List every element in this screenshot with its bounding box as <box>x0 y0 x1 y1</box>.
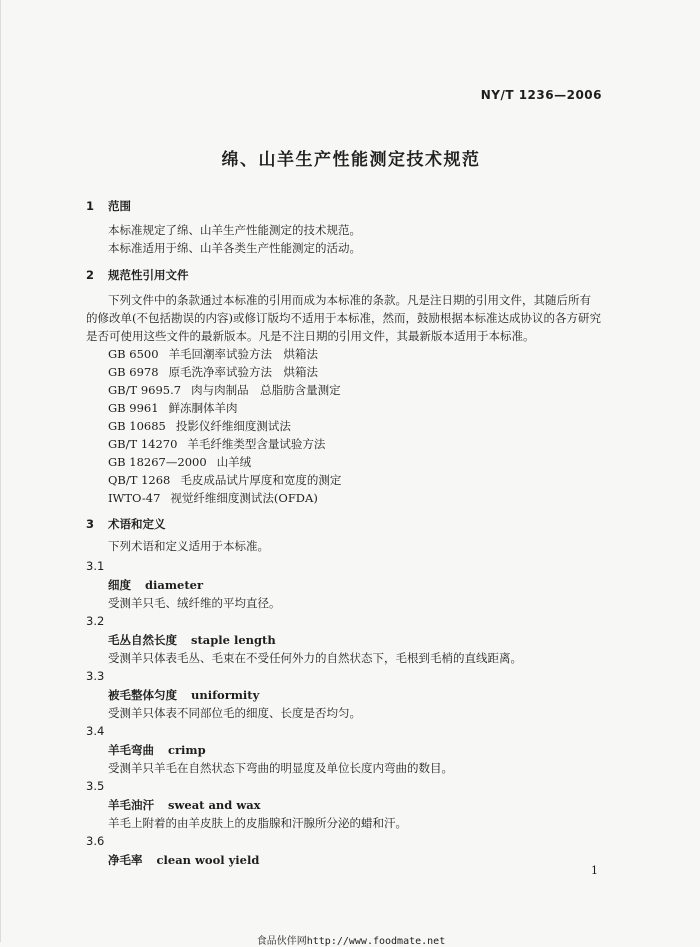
paragraph-line: 下列文件中的条款通过本标准的引用而成为本标准的条款。凡是注日期的引用文件，其随后所有 <box>108 293 591 307</box>
term-number: 3.3 <box>86 669 105 683</box>
reference-item: GB/T 9695.7 肉与肉制品 总脂肪含量测定 <box>108 383 341 397</box>
term-number: 3.6 <box>86 834 105 848</box>
term-heading: 被毛整体匀度 uniformity <box>108 688 260 702</box>
term-heading: 羊毛油汗 sweat and wax <box>108 798 261 812</box>
document-title: 绵、山羊生产性能测定技术规范 <box>221 150 481 170</box>
footer-watermark <box>1 932 700 947</box>
term-heading: 净毛率 clean wool yield <box>108 853 260 867</box>
term-heading: 毛丛自然长度 staple length <box>108 633 276 647</box>
paragraph-line: 的修改单(不包括勘误的内容)或修订版均不适用于本标准，然而，鼓励根据本标准达成协议的各方研究 <box>86 311 601 325</box>
paragraph: 本标准适用于绵、山羊各类生产性能测定的活动。 <box>108 241 361 255</box>
term-definition: 受测羊只体表不同部位毛的细度、长度是否均匀。 <box>108 706 361 720</box>
paragraph: 下列术语和定义适用于本标准。 <box>108 539 269 553</box>
reference-item: GB 6978 原毛洗净率试验方法 烘箱法 <box>108 365 319 379</box>
term-number: 3.1 <box>86 559 105 573</box>
term-definition: 受测羊只体表毛丛、毛束在不受任何外力的自然状态下，毛根到毛梢的直线距离。 <box>108 651 522 665</box>
term-number: 3.4 <box>86 724 105 738</box>
footer-url[interactable]: http://www.foodmate.net <box>306 936 446 947</box>
section-2-heading: 2 规范性引用文件 <box>86 268 189 282</box>
paragraph-line: 是否可使用这些文件的最新版本。凡是不注日期的引用文件，其最新版本适用于本标准。 <box>86 329 535 343</box>
reference-item: GB 10685 投影仪纤维细度测试法 <box>108 419 291 433</box>
reference-item: GB/T 14270 羊毛纤维类型含量试验方法 <box>108 437 326 451</box>
standard-number: NY/T 1236—2006 <box>480 88 602 102</box>
page-number: 1 <box>591 864 598 877</box>
reference-item: GB 6500 羊毛回潮率试验方法 烘箱法 <box>108 347 319 361</box>
term-number: 3.5 <box>86 779 105 793</box>
footer-label: 食品伙伴网 <box>256 936 307 947</box>
term-heading: 细度 diameter <box>108 578 204 592</box>
reference-item: QB/T 1268 毛皮成品试片厚度和宽度的测定 <box>108 473 342 487</box>
term-definition: 羊毛上附着的由羊皮肤上的皮脂腺和汗腺所分泌的蜡和汗。 <box>108 816 407 830</box>
reference-item: GB 9961 鲜冻胴体羊肉 <box>108 401 238 415</box>
term-definition: 受测羊只羊毛在自然状态下弯曲的明显度及单位长度内弯曲的数目。 <box>108 761 453 775</box>
term-definition: 受测羊只毛、绒纤维的平均直径。 <box>108 596 281 610</box>
section-1-heading: 1 范围 <box>86 199 131 213</box>
term-number: 3.2 <box>86 614 105 628</box>
paragraph: 本标准规定了绵、山羊生产性能测定的技术规范。 <box>108 223 361 237</box>
reference-item: GB 18267—2000 山羊绒 <box>108 455 252 469</box>
section-3-heading: 3 术语和定义 <box>86 517 166 531</box>
term-heading: 羊毛弯曲 crimp <box>108 743 206 757</box>
reference-item: IWTO-47 视觉纤维细度测试法(OFDA) <box>108 491 318 505</box>
